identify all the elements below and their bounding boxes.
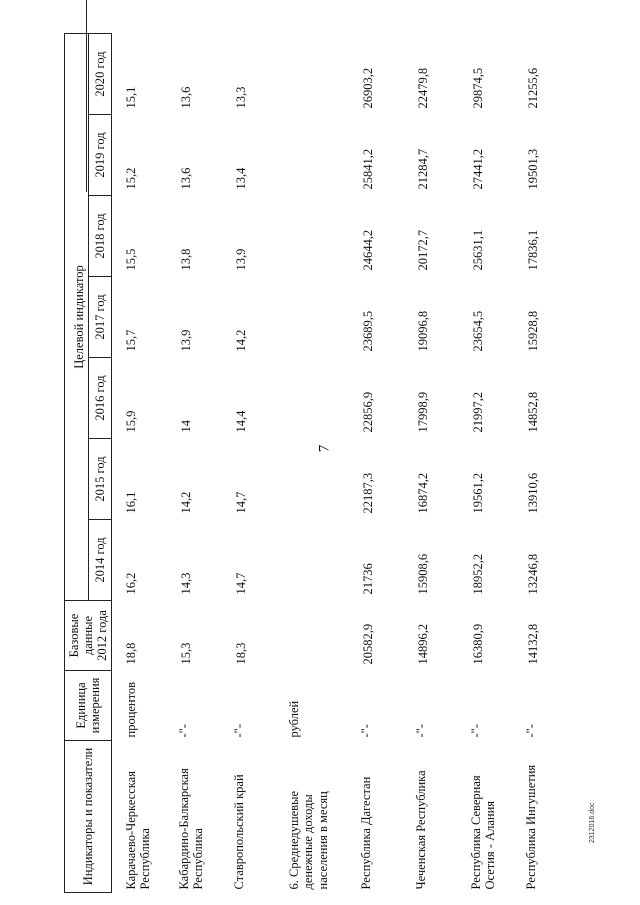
- row-value: 13,9: [179, 329, 193, 352]
- row-value: 14,2: [234, 329, 248, 352]
- header-year: 2014 год: [88, 520, 112, 601]
- row-base: 20582,9: [361, 623, 375, 665]
- row-value: [287, 439, 359, 520]
- row-value: 22187,3: [361, 472, 375, 514]
- row-value: 14,7: [234, 572, 248, 595]
- header-year: 2015 год: [88, 439, 112, 520]
- row-value: 23689,5: [361, 310, 375, 352]
- header-target-rule: [86, 0, 87, 192]
- row-value: 20172,7: [416, 229, 430, 271]
- row-value: 22479,8: [416, 67, 430, 109]
- table-row: [469, 34, 524, 893]
- table-row: [232, 34, 287, 893]
- row-unit: -"-: [232, 724, 246, 738]
- row-unit: -"-: [524, 724, 538, 738]
- row-value: 13,3: [234, 86, 248, 109]
- row-value: 13,6: [179, 86, 193, 109]
- row-value: 13,8: [179, 248, 193, 271]
- row-value: 15,1: [124, 86, 138, 109]
- row-value: 15,7: [124, 329, 138, 352]
- row-value: 13246,8: [526, 553, 540, 595]
- header-unit: Единица измерения: [65, 671, 112, 741]
- table-row: [177, 34, 232, 893]
- row-unit: -"-: [469, 724, 483, 738]
- row-indicator: Ставропольский край: [232, 774, 246, 890]
- row-value: 17998,9: [416, 391, 430, 433]
- footer-file-code: 2312016.doc: [589, 802, 596, 843]
- row-value: 22856,9: [361, 391, 375, 433]
- row-indicator: 6. Среднедушевые денежные доходы населения в месяц: [287, 790, 330, 890]
- row-value: 21736: [361, 563, 375, 595]
- row-value: [287, 520, 359, 601]
- row-value: 23654,5: [471, 310, 485, 352]
- row-base: 14896,2: [416, 623, 430, 665]
- row-value: 26903,2: [361, 67, 375, 109]
- row-value: 19561,2: [471, 472, 485, 514]
- row-value: 13,9: [234, 248, 248, 271]
- row-value: 18952,2: [471, 553, 485, 595]
- header-year: 2017 год: [88, 277, 112, 358]
- table-row: [524, 34, 579, 893]
- row-value: [287, 358, 359, 439]
- row-value: 16874,2: [416, 472, 430, 514]
- table-row: [287, 34, 359, 893]
- row-value: 14: [179, 420, 193, 433]
- row-value: 25631,1: [471, 229, 485, 271]
- row-value: 14852,8: [526, 391, 540, 433]
- header-year: 2018 год: [88, 196, 112, 277]
- row-value: [287, 34, 359, 115]
- table-row: [359, 34, 414, 893]
- header-target-group: [65, 34, 89, 601]
- row-value: 21255,6: [526, 67, 540, 109]
- row-value: 16,2: [124, 572, 138, 595]
- header-indicator: Индикаторы и показатели: [65, 741, 112, 893]
- row-value: 17836,1: [526, 229, 540, 271]
- row-indicator: Республика Северная Осетия - Алания: [469, 775, 498, 890]
- row-value: 15,9: [124, 410, 138, 433]
- header-target-label: Целевой индикатор: [71, 265, 86, 369]
- row-indicator: Кабардино-Балкарская Республика: [177, 768, 206, 890]
- row-value: 19501,3: [526, 148, 540, 190]
- indicators-table: [64, 33, 579, 893]
- header-year: 2016 год: [88, 358, 112, 439]
- row-value: 21284,7: [416, 148, 430, 190]
- header-year: 2020 год: [88, 34, 112, 115]
- row-value: 14,3: [179, 572, 193, 595]
- row-base: 18,3: [234, 642, 248, 665]
- row-unit: рублей: [287, 700, 301, 738]
- row-unit: -"-: [414, 724, 428, 738]
- row-value: 14,4: [234, 410, 248, 433]
- row-value: 15,5: [124, 248, 138, 271]
- row-value: 15908,6: [416, 553, 430, 595]
- row-indicator: Чеченская Республика: [414, 770, 428, 890]
- row-value: 16,1: [124, 491, 138, 514]
- row-value: 29874,5: [471, 67, 485, 109]
- row-value: 21997,2: [471, 391, 485, 433]
- row-value: 15928,8: [526, 310, 540, 352]
- row-unit: -"-: [177, 724, 191, 738]
- row-base: [287, 601, 359, 671]
- row-value: [287, 277, 359, 358]
- row-indicator: Республика Дагестан: [359, 776, 373, 890]
- row-value: 14,7: [234, 491, 248, 514]
- row-value: 15,2: [124, 167, 138, 190]
- row-base: 18,8: [124, 642, 138, 665]
- row-base: 14132,8: [526, 623, 540, 665]
- row-value: 24644,2: [361, 229, 375, 271]
- header-base: Базовые данные 2012 года: [65, 601, 112, 671]
- row-value: 13910,6: [526, 472, 540, 514]
- row-unit: -"-: [359, 724, 373, 738]
- row-value: [287, 196, 359, 277]
- table-row: [414, 34, 469, 893]
- row-value: 19096,8: [416, 310, 430, 352]
- row-value: 14,2: [179, 491, 193, 514]
- row-indicator: Карачаево-Черкесская Республика: [124, 771, 153, 890]
- row-value: 27441,2: [471, 148, 485, 190]
- row-indicator: Республика Ингушетия: [524, 764, 538, 890]
- row-value: 13,4: [234, 167, 248, 190]
- row-value: 25841,2: [361, 148, 375, 190]
- row-value: 13,6: [179, 167, 193, 190]
- row-base: 15,3: [179, 642, 193, 665]
- table-row: [112, 34, 178, 893]
- rotated-table-frame: [64, 33, 594, 893]
- row-value: [287, 115, 359, 196]
- row-base: 16380,9: [471, 623, 485, 665]
- header-year: 2019 год: [88, 115, 112, 196]
- row-unit: процентов: [124, 681, 138, 738]
- page-number: 7: [316, 444, 333, 453]
